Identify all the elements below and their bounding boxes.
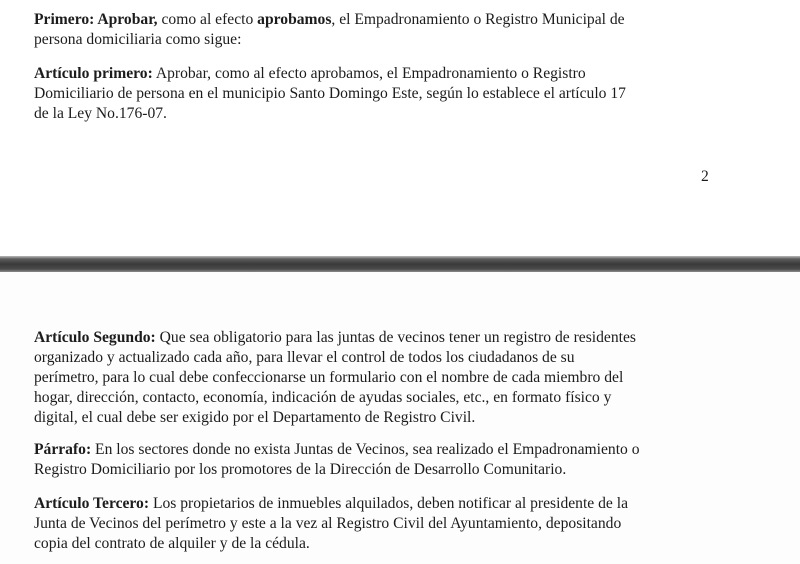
document-page-bottom [0, 272, 800, 564]
paragraph-lead: Párrafo: [34, 441, 92, 458]
paragraph-parrafo [34, 440, 714, 480]
paragraph-line: Párrafo: En los sectores donde no exista Juntas de Vecinos, sea realizado el Empadronamiento o [34, 441, 640, 458]
paragraph-line: Junta de Vecinos del perímetro y este a la vez al Registro Civil del Ayuntamiento, depositando [34, 515, 622, 532]
paragraph-line: Artículo Segundo: Que sea obligatorio para las juntas de vecinos tener un registro de residentes [34, 329, 636, 346]
paragraph-line: de la Ley No.176-07. [34, 105, 167, 122]
paragraph-primero [34, 10, 714, 50]
paragraph-lead: Artículo primero: [34, 65, 153, 82]
paragraph-lead: Artículo Segundo: [34, 329, 156, 346]
paragraph-line: hogar, dirección, contacto, economía, indicación de ayudas sociales, etc., en formato físico y [34, 389, 612, 406]
paragraph-lead: Primero: Aprobar, [34, 11, 158, 28]
bold-word: aprobamos [257, 11, 332, 28]
paragraph-articulo-tercero [34, 494, 714, 554]
paragraph-lead: Artículo Tercero: [34, 495, 150, 512]
page-number: 2 [701, 168, 709, 185]
paragraph-articulo-segundo [34, 328, 714, 428]
paragraph-line: Primero: Aprobar, como al efecto aprobamos, el Empadronamiento o Registro Municipal de [34, 11, 625, 28]
paragraph-line: Artículo primero: Aprobar, como al efecto aprobamos, el Empadronamiento o Registro [34, 65, 586, 82]
paragraph-line: perímetro, para lo cual debe confeccionarse un formulario con el nombre de cada miembro del [34, 369, 624, 386]
paragraph-line: digital, el cual debe ser exigido por el Departamento de Registro Civil. [34, 409, 476, 426]
paragraph-articulo-primero [34, 64, 714, 124]
paragraph-line: Domiciliario de persona en el municipio Santo Domingo Este, según lo establece el artículo 17 [34, 85, 626, 102]
paragraph-line: Artículo Tercero: Los propietarios de inmuebles alquilados, deben notificar al presidente de la [34, 495, 628, 512]
document-page-top [0, 0, 800, 258]
paragraph-line: copia del contrato de alquiler y de la cédula. [34, 535, 310, 552]
paragraph-line: persona domiciliaria como sigue: [34, 31, 242, 48]
paragraph-line: Registro Domiciliario por los promotores de la Dirección de Desarrollo Comunitario. [34, 461, 567, 478]
paragraph-line: organizado y actualizado cada año, para llevar el control de todos los ciudadanos de su [34, 349, 575, 366]
